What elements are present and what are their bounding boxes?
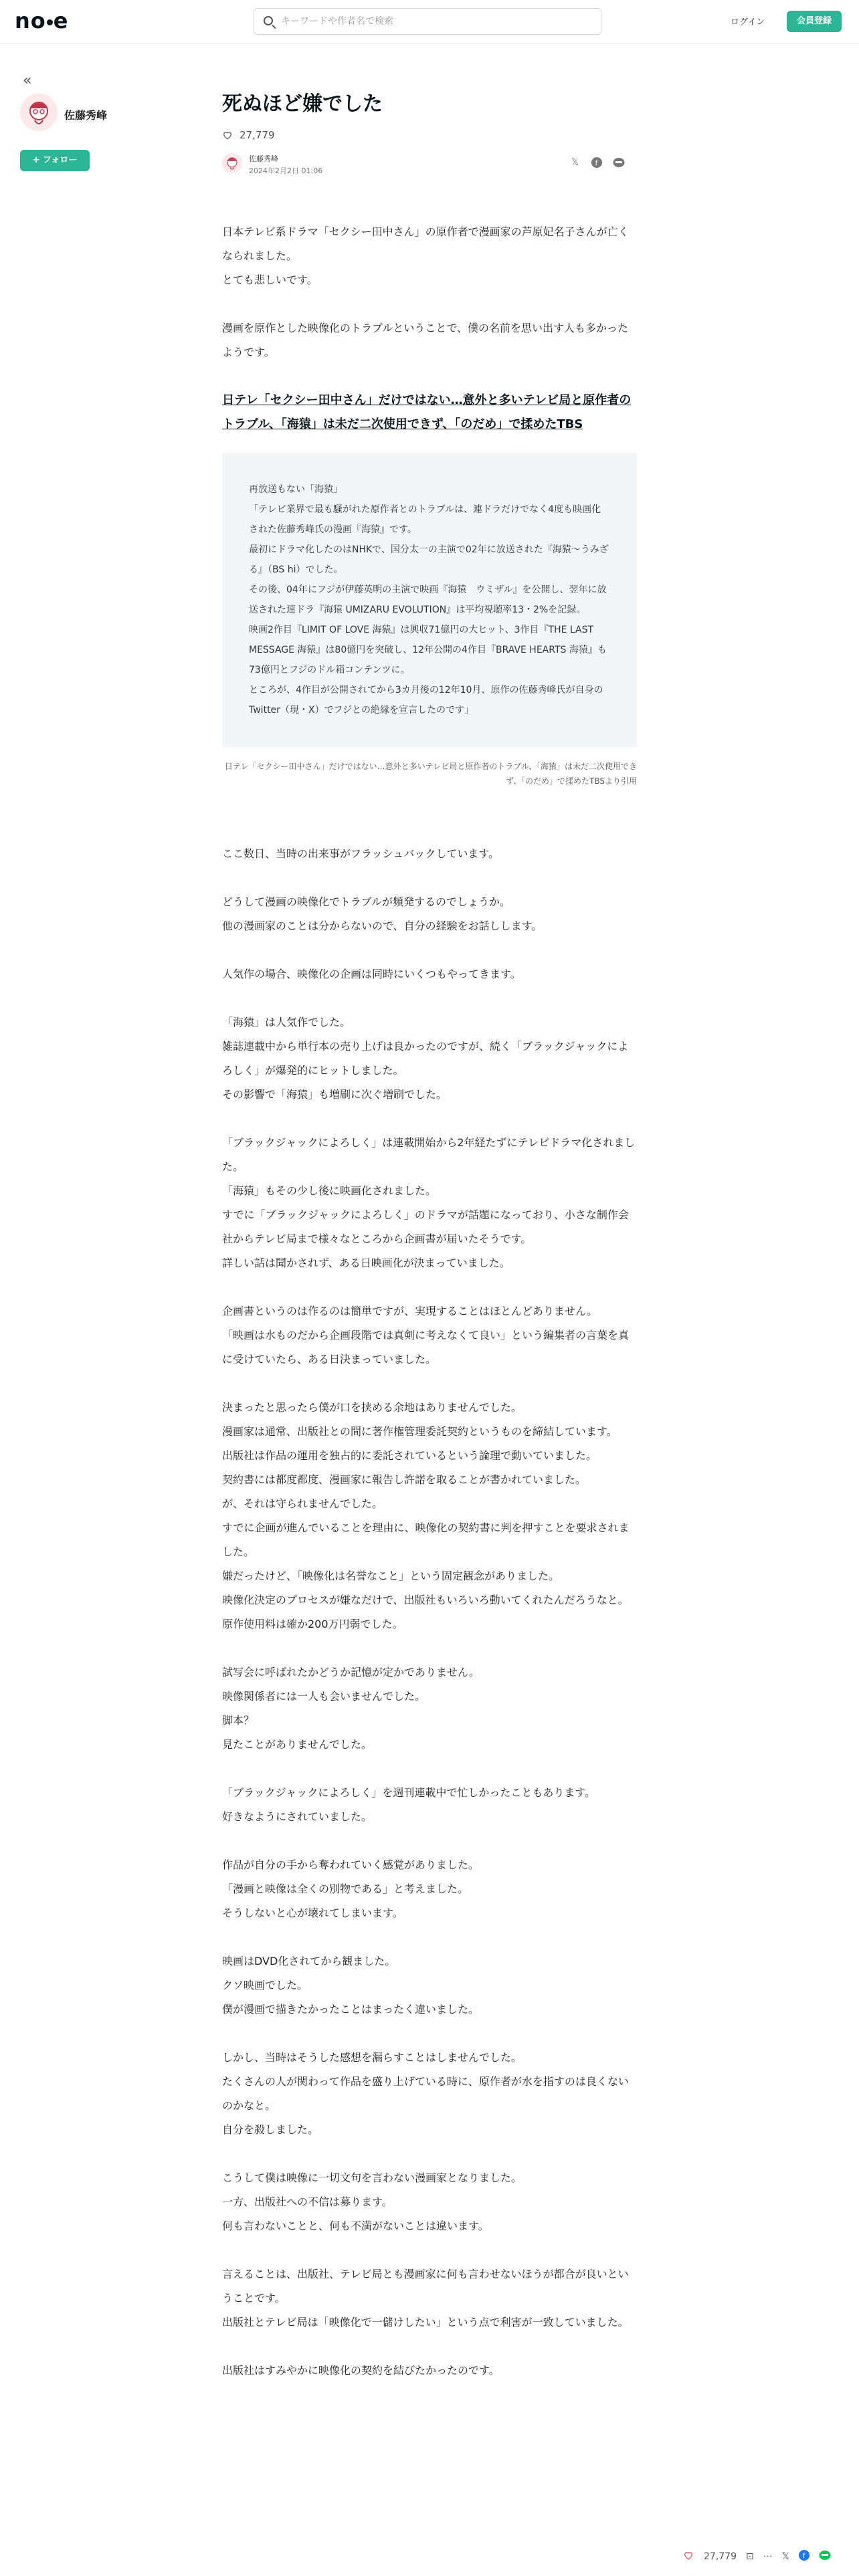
paragraph (222, 316, 637, 364)
x-share-icon[interactable]: 𝕏 (571, 157, 579, 168)
paragraph-line: 企画書というのは作るのは簡単ですが、実現することはほとんどありません。 (222, 1305, 597, 1317)
paragraph-line: 自分を殺しました。 (222, 2123, 319, 2136)
paragraph-line: 見たことがありませんでした。 (222, 1738, 373, 1751)
paragraph-line: 他の漫画家のことは分からないので、自分の経験をお話しします。 (222, 920, 543, 932)
signup-button[interactable]: 会員登録 (787, 11, 842, 32)
collapse-chevron-icon[interactable]: « (23, 72, 32, 89)
paragraph-line: 言えることは、出版社、テレビ局とも漫画家に何も言わせないほうが都合が良いということです。 (222, 2268, 629, 2304)
paragraph-line: とても悲しいです。 (222, 274, 318, 286)
quote-line: ところが、4作目が公開されてから3カ月後の12年10月、原作の佐藤秀峰氏が自身のTwitter（現・X）でフジとの絶縁を宣言したのです」 (249, 685, 603, 716)
heart-icon (222, 130, 233, 140)
like-count-value: 27,779 (240, 129, 275, 141)
bottom-heart-icon[interactable] (682, 2550, 694, 2563)
more-icon[interactable]: ⋯ (763, 2551, 773, 2562)
blockquote (222, 453, 637, 747)
quote-line: 再放送もない「海猿」 (249, 484, 343, 495)
top-header (0, 0, 859, 44)
quote-line: 最初にドラマ化したのはNHKで、国分太一の主演で02年に放送された『海猿～うみざる』（BS hi）でした。 (249, 544, 609, 575)
logo-dot (47, 19, 53, 25)
quote-line: その後、04年にフジが伊藤英明の主演で映画『海猿 ウミザル』を公開し、翌年に放送された連ドラ『海猿 UMIZARU EVOLUTION』は平均視聴率13・2%を記録。 (249, 584, 607, 615)
paragraph-line: 「漫画と映像は全くの別物である」と考えました。 (222, 1883, 469, 1895)
paragraph-line: その影響で「海猿」も増刷に次ぐ増刷でした。 (222, 1088, 448, 1101)
svg-text:f: f (595, 158, 598, 168)
paragraph-line: 映画はDVD化されてから観ました。 (222, 1955, 396, 1967)
floating-action-bar (682, 2545, 850, 2568)
article-meta (222, 153, 637, 177)
quote-line: 「テレビ業界で最も騒がれた原作者とのトラブルは、連ドラだけでなく4度も映画化された佐藤秀峰氏の漫画『海猿』です。 (249, 504, 601, 535)
paragraph (222, 220, 637, 292)
paragraph-line: 雑誌連載中から単行本の売り上げは良かったのですが、続く「ブラックジャックによろしく」が爆発的にヒットしました。 (222, 1040, 629, 1077)
paragraph-line: たくさんの人が関わって作品を盛り上げている時に、原作者が水を指すのは良くないのかなと。 (222, 2075, 629, 2112)
facebook-share-icon[interactable] (799, 2550, 809, 2563)
paragraph (222, 890, 637, 938)
line-share-icon[interactable] (819, 2550, 831, 2563)
sidebar-author-name[interactable]: 佐藤秀峰 (64, 109, 108, 122)
paragraph (222, 1660, 637, 1757)
line-share-icon[interactable] (613, 157, 625, 171)
paragraph-line: 何も言わないことと、何も不満がないことは違います。 (222, 2220, 489, 2232)
paragraph (222, 1781, 637, 1829)
svg-text:f: f (802, 2551, 805, 2561)
paragraph-line: すでに企画が進んでいることを理由に、映像化の契約書に判を押すことを要求されました。 (222, 1521, 630, 1558)
note-logo[interactable] (15, 8, 68, 33)
paragraph-line: 映像関係者には一人も会いませんでした。 (222, 1690, 426, 1703)
paragraph-line: 「海猿」は人気作でした。 (222, 1016, 351, 1029)
paragraph-line: 出版社は作品の運用を独占的に委託されているという論理で動いていました。 (222, 1449, 597, 1462)
login-link[interactable]: ログイン (731, 17, 765, 27)
avatar-illustration-icon (222, 153, 242, 173)
avatar-illustration-icon (20, 94, 58, 131)
publish-date: 2024年2月2日 01:06 (249, 167, 323, 175)
paragraph (222, 1853, 637, 1925)
meta-author-avatar[interactable] (222, 153, 242, 173)
quote-line: 映画2作目『LIMIT OF LOVE 海猿』は興収71億円の大ヒット、3作目『THE LAST MESSAGE 海猿』は80億円を突破し、12年公開の4作目『BRAVE HEARTS 海猿』も73億円とフジのドル箱コンテンツに。 (249, 625, 607, 675)
paragraph-line: すでに「ブラックジャックによろしく」のドラマが話題になっており、小さな制作会社からテレビ局まで様々なところから企画書が届いたそうです。 (222, 1208, 629, 1245)
paragraph (222, 2262, 637, 2335)
paragraph-line: 「海猿」もその少し後に映画化されました。 (222, 1184, 437, 1197)
article-title: 死ぬほど嫌でした (222, 92, 383, 116)
paragraph-line: 人気作の場合、映像化の企画は同時にいくつもやってきます。 (222, 968, 521, 980)
article-body-main (222, 842, 637, 2383)
paragraph-line: 脚本？ (222, 1714, 255, 1727)
paragraph-line: クソ映画でした。 (222, 1979, 308, 1992)
paragraph-line: 試写会に呼ばれたかどうか記憶が定かでありません。 (222, 1666, 480, 1679)
paragraph-line: 日本テレビ系ドラマ「セクシー田中さん」の原作者で漫画家の芦原妃名子さんが亡くなられました。 (222, 225, 629, 262)
paragraph-line: 出版社とテレビ局は「映像化で一儲けしたい」という点で利害が一致していました。 (222, 2316, 629, 2329)
paragraph-line: 映像化決定のプロセスが嫌なだけで、出版社もいろいろ動いてくれたんだろうなと。 (222, 1594, 629, 1606)
paragraph (222, 1010, 637, 1107)
author-avatar[interactable] (20, 94, 58, 131)
paragraph-line: 漫画家は通常、出版社との間に著作権管理委託契約というものを締結しています。 (222, 1425, 617, 1438)
x-share-icon[interactable]: 𝕏 (781, 2551, 790, 2562)
facebook-share-icon[interactable] (591, 157, 602, 171)
article-body (222, 220, 637, 364)
follow-button[interactable]: + フォロー (20, 150, 90, 171)
search-box[interactable] (254, 8, 601, 35)
paragraph-line: 漫画を原作とした映像化のトラブルということで、僕の名前を思い出す人も多かったようです。 (222, 322, 629, 358)
paragraph (222, 1949, 637, 2022)
paragraph-line: が、それは守られませんでした。 (222, 1497, 383, 1510)
like-count[interactable] (222, 129, 637, 141)
paragraph-line: 一方、出版社への不信は募ります。 (222, 2195, 393, 2208)
logo-text: no (15, 8, 46, 33)
paragraph (222, 842, 637, 866)
paragraph (222, 1299, 637, 1372)
paragraph-line: 契約書には都度都度、漫画家に報告し許諾を取ることが書かれていました。 (222, 1473, 587, 1486)
paragraph (222, 1131, 637, 1275)
paragraph (222, 2046, 637, 2142)
paragraph-line: 「ブラックジャックによろしく」を週刊連載中で忙しかったこともあります。 (222, 1786, 596, 1799)
paragraph-line: そうしないと心が壊れてしまいます。 (222, 1907, 403, 1919)
search-icon (264, 16, 273, 25)
logo-text-end: e (53, 8, 69, 33)
paragraph-line: ここ数日、当時の出来事がフラッシュバックしています。 (222, 847, 500, 860)
paragraph: 出版社はすみやかに映像化の契約を結びたかったのです。 (222, 2364, 500, 2377)
paragraph-line: 好きなようにされていました。 (222, 1810, 373, 1823)
paragraph-line: 「映画は水ものだから企画段階では真剣に考えなくて良い」という編集者の言葉を真に受けていたら、ある日決まっていました。 (222, 1329, 630, 1366)
quote-caption: 日テレ「セクシー田中さん」だけではない…意外と多いテレビ局と原作者のトラブル、「海猿」は未だ二次使用できず、「のだめ」で揉めたTBSより引用 (224, 762, 637, 786)
paragraph-line: 詳しい話は聞かされず、ある日映画化が決まっていました。 (222, 1257, 510, 1269)
paragraph (222, 1396, 637, 1636)
bookmark-icon[interactable]: ⊡ (746, 2551, 754, 2562)
embedded-article-link[interactable]: 日テレ「セクシー田中さん」だけではない…意外と多いテレビ局と原作者のトラブル、「海猿」は未だ二次使用できず、「のだめ」で揉めたTBS (222, 393, 632, 431)
paragraph-line: 原作使用料は確か200万円弱でした。 (222, 1618, 403, 1630)
paragraph-line: こうして僕は映像に一切文句を言わない漫画家となりました。 (222, 2171, 522, 2184)
meta-author-name[interactable]: 佐藤秀峰 (249, 154, 278, 163)
paragraph-line: 僕が漫画で描きたかったことはまったく違いました。 (222, 2003, 480, 2016)
paragraph (222, 2166, 637, 2238)
paragraph-line: 嫌だったけど、「映像化は名誉なこと」という固定観念がありました。 (222, 1570, 560, 1582)
paragraph (222, 962, 637, 986)
paragraph-line: 「ブラックジャックによろしく」は連載開始から2年経たずにテレビドラマ化されました。 (222, 1136, 636, 1173)
paragraph-line: しかし、当時はそうした感想を漏らすことはしませんでした。 (222, 2051, 522, 2064)
bottom-like-count: 27,779 (704, 2551, 737, 2562)
paragraph-line: 決まったと思ったら僕が口を挟める余地はありませんでした。 (222, 1401, 522, 1414)
paragraph-line: どうして漫画の映像化でトラブルが頻発するのでしょうか。 (222, 895, 511, 908)
paragraph-line: 作品が自分の手から奪われていく感覚がありました。 (222, 1858, 480, 1871)
search-input[interactable] (281, 9, 589, 34)
article (222, 91, 637, 2407)
